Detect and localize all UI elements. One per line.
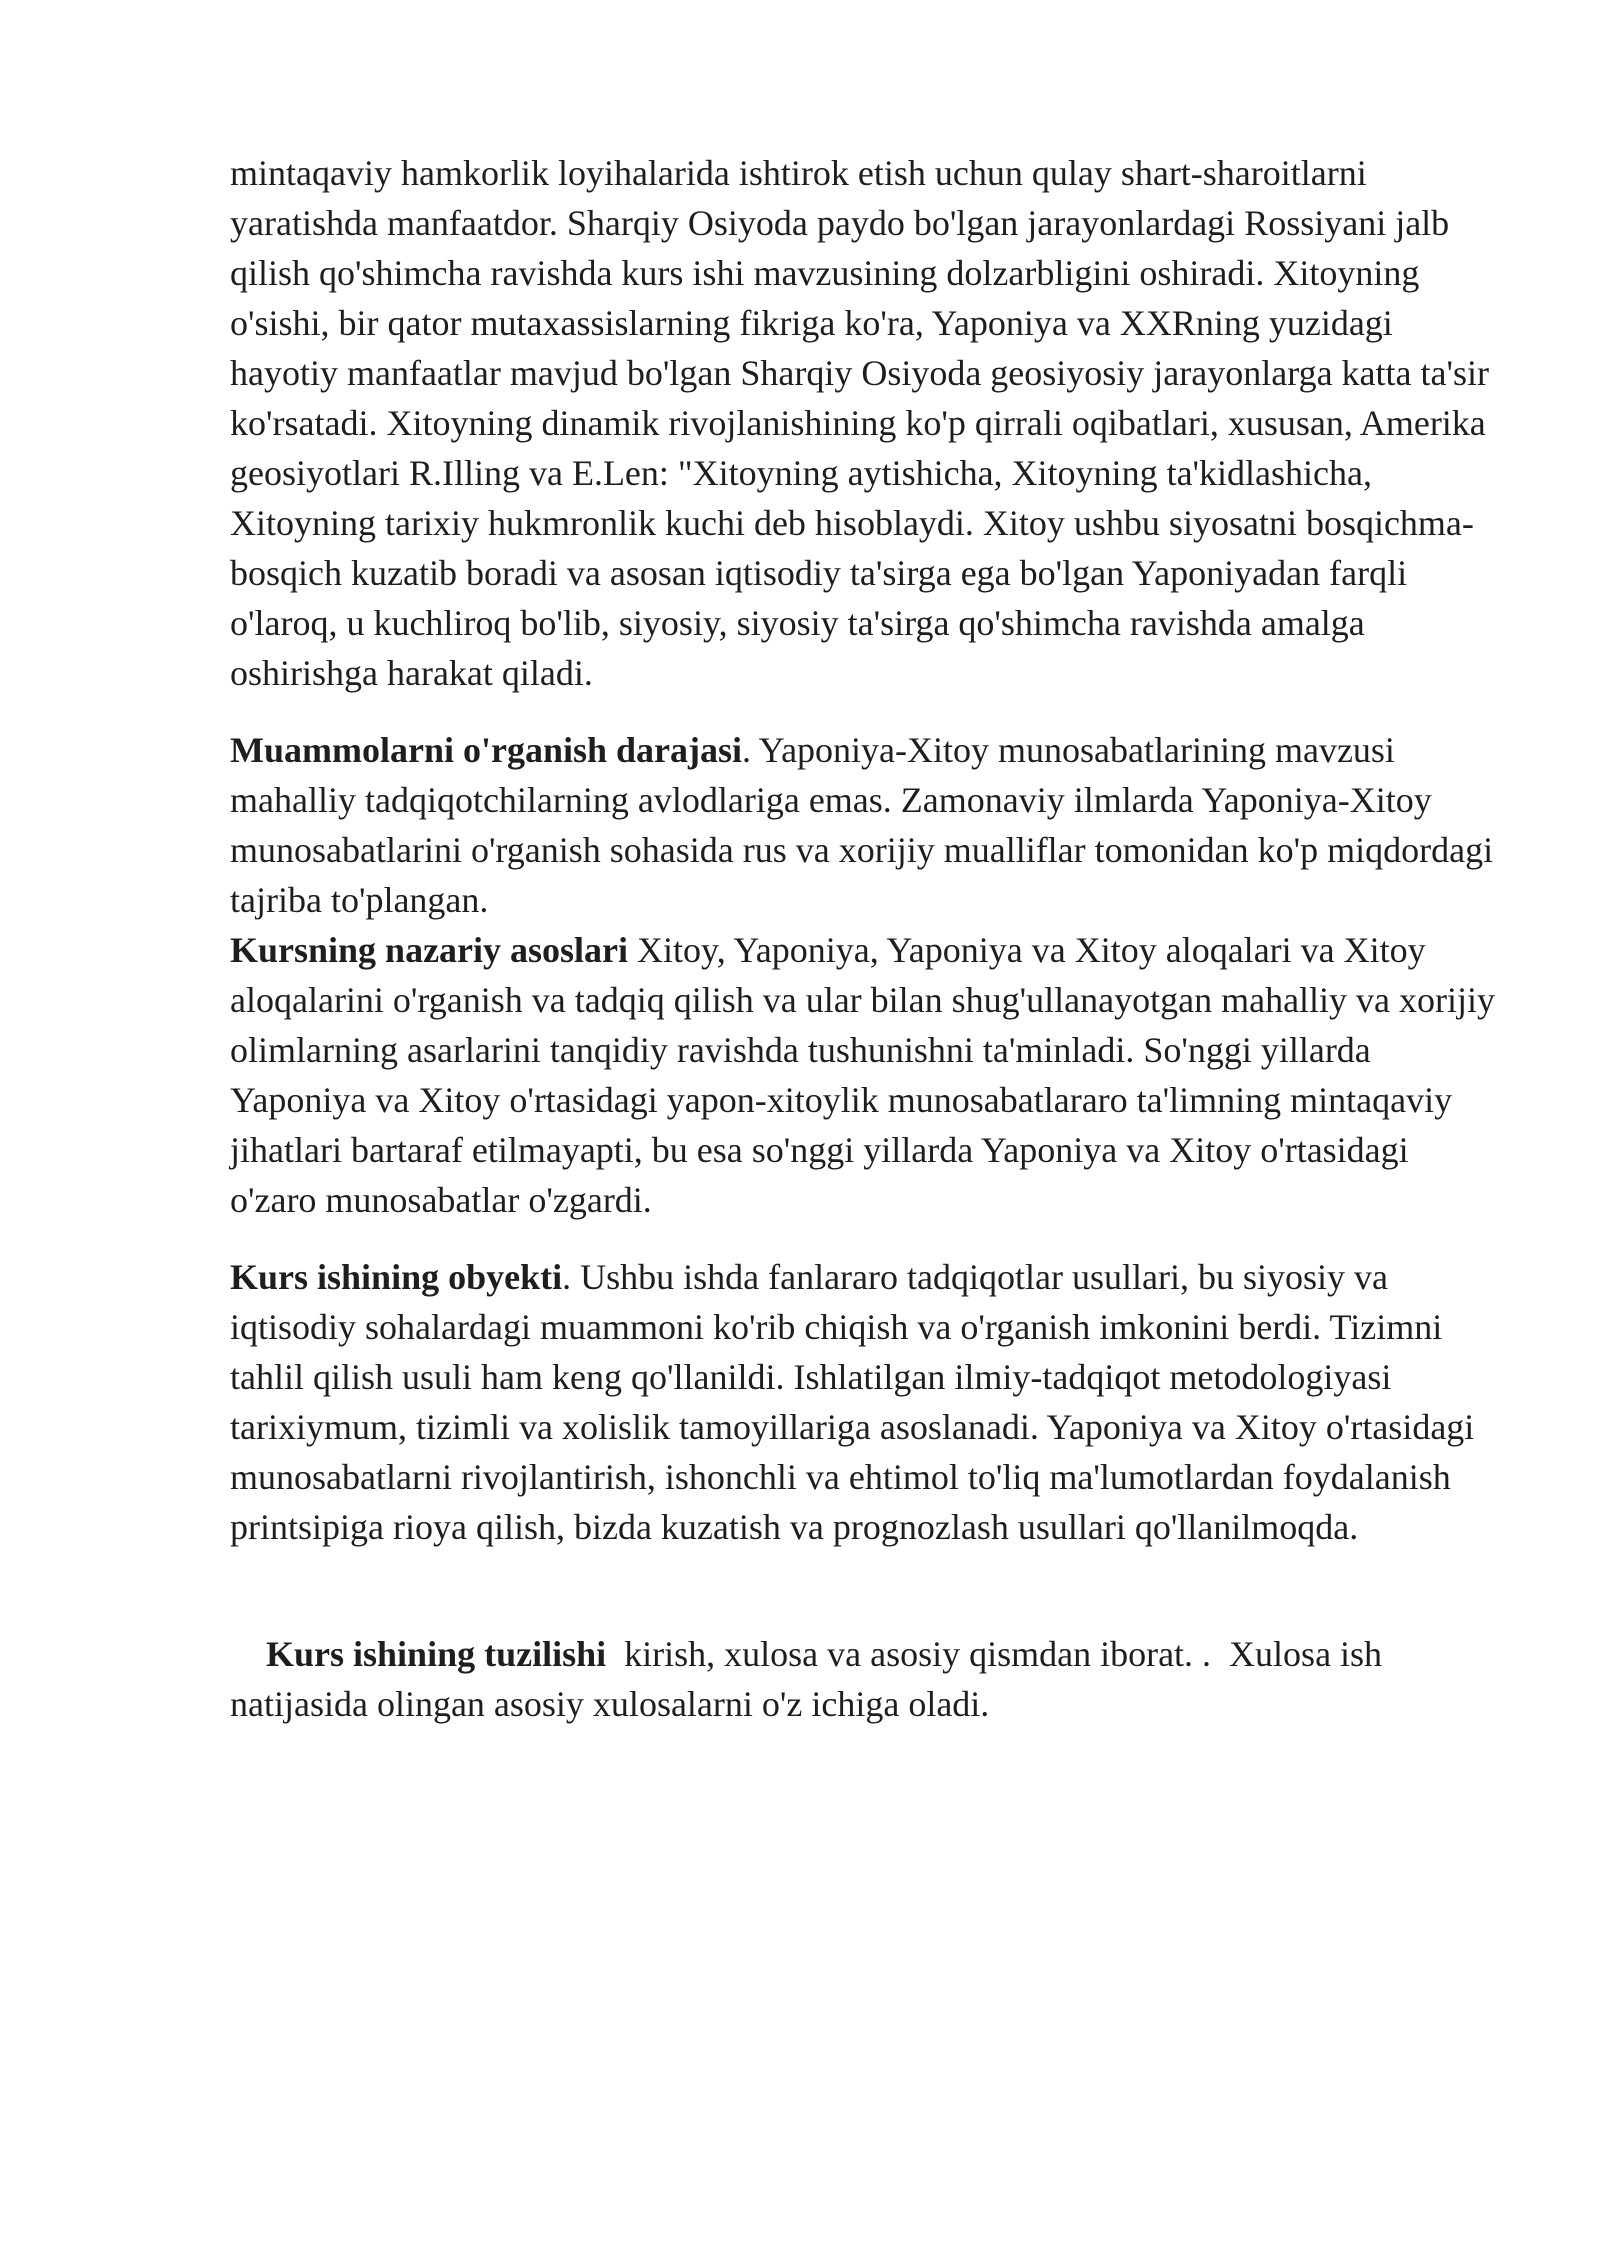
- paragraph-text: . Ushbu ishda fanlararo tadqiqotlar usullari, bu siyosiy va iqtisodiy sohalardagi muammoni ko'rib chiqish va o'rganish imkonini berdi. Tizimni tahlil qilish usuli ham keng qo'llanildi. Ishlatilgan ilmiy-tadqiqot metodologiyasi tarixiymum, tizimli va xolislik tamoyillariga asoslanadi. Yaponiya va Xitoy o'rtasidagi munosabatlarni rivojlantirish, ishonchli va ehtimol to'liq ma'lumotlardan foydalanish printsipiga rioya qilish, bizda kuzatish va prognozlash usullari qo'llanilmoqda.: [230, 1257, 1475, 1547]
- section-heading: Kursning nazariy asoslari: [230, 930, 629, 970]
- document-page: [230, 148, 1500, 1779]
- paragraph-structure: [230, 1579, 1500, 1779]
- paragraph-object: [230, 1252, 1500, 1552]
- paragraph-text: Xitoy, Yaponiya, Yaponiya va Xitoy aloqalari va Xitoy aloqalarini o'rganish va tadqiq qilish va ular bilan shug'ullanayotgan mahalliy va xorijiy olimlarning asarlarini tanqidiy ravishda tushunishni ta'minladi. So'nggi yillarda Yaponiya va Xitoy o'rtasidagi yapon-xitoylik munosabatlararo ta'limning mintaqaviy jihatlari bartaraf etilmayapti, bu esa so'nggi yillarda Yaponiya va Xitoy o'rtasidagi o'zaro munosabatlar o'zgardi.: [230, 930, 1496, 1220]
- paragraph-text: kirish, xulosa va asosiy qismdan iborat. . Xulosa ish natijasida olingan asosiy xulosalarni o'z ichiga oladi.: [230, 1634, 1392, 1724]
- section-heading: Kurs ishining obyekti: [230, 1257, 563, 1297]
- section-heading: Kurs ishining tuzilishi: [266, 1634, 607, 1674]
- paragraph-research-level: [230, 725, 1500, 925]
- paragraph-intro: [230, 148, 1500, 698]
- paragraph-theoretical-basis: [230, 925, 1500, 1225]
- paragraph-text: mintaqaviy hamkorlik loyihalarida ishtirok etish uchun qulay shart-sharoitlarni yaratishda manfaatdor. Sharqiy Osiyoda paydo bo'lgan jarayonlardagi Rossiyani jalb qilish qo'shimcha ravishda kurs ishi mavzusining dolzarbligini oshiradi. Xitoyning o'sishi, bir qator mutaxassislarning fikriga ko'ra, Yaponiya va XXRning yuzidagi hayotiy manfaatlar mavjud bo'lgan Sharqiy Osiyoda geosiyosiy jarayonlarga katta ta'sir ko'rsatadi. Xitoyning dinamik rivojlanishining ko'p qirrali oqibatlari, xususan, Amerika geosiyotlari R.Illing va E.Len: "Xitoyning aytishicha, Xitoyning ta'kidlashicha, Xitoyning tarixiy hukmronlik kuchi deb hisoblaydi. Xitoy ushbu siyosatni bosqichma-bosqich kuzatib boradi va asosan iqtisodiy ta'sirga ega bo'lgan Yaponiyadan farqli o'laroq, u kuchliroq bo'lib, siyosiy, siyosiy ta'sirga qo'shimcha ravishda amalga oshirishga harakat qiladi.: [230, 153, 1489, 693]
- paragraph-text: . Yaponiya-Xitoy munosabatlarining mavzusi mahalliy tadqiqotchilarning avlodlariga emas. Zamonaviy ilmlarda Yaponiya-Xitoy munosabatlarini o'rganish sohasida rus va xorijiy mualliflar tomonidan ko'p miqdordagi tajriba to'plangan.: [230, 730, 1494, 920]
- section-heading: Muammolarni o'rganish darajasi: [230, 730, 743, 770]
